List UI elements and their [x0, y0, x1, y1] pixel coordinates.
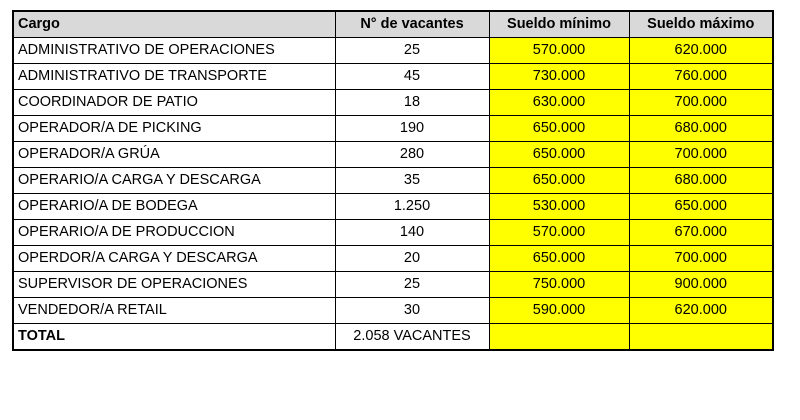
cell-sueldo-minimo: 570.000 [489, 220, 629, 246]
cell-vacantes: 140 [335, 220, 489, 246]
column-header-cargo: Cargo [13, 11, 335, 38]
column-header-sueldo-maximo: Sueldo máximo [629, 11, 773, 38]
table-row [13, 90, 773, 116]
cell-sueldo-maximo: 700.000 [629, 90, 773, 116]
cell-sueldo-minimo: 730.000 [489, 64, 629, 90]
cell-vacantes: 35 [335, 168, 489, 194]
table-row [13, 38, 773, 64]
cell-sueldo-maximo: 700.000 [629, 142, 773, 168]
cell-cargo: OPERARIO/A DE BODEGA [13, 194, 335, 220]
cell-sueldo-maximo: 650.000 [629, 194, 773, 220]
column-header-sueldo-minimo: Sueldo mínimo [489, 11, 629, 38]
table-body [13, 38, 773, 351]
cell-cargo: OPERADOR/A DE PICKING [13, 116, 335, 142]
cell-cargo: OPERDOR/A CARGA Y DESCARGA [13, 246, 335, 272]
cell-total-label: TOTAL [13, 324, 335, 351]
column-header-vacantes: N° de vacantes [335, 11, 489, 38]
table-row [13, 220, 773, 246]
cell-cargo: OPERADOR/A GRÚA [13, 142, 335, 168]
cell-sueldo-minimo: 650.000 [489, 246, 629, 272]
cell-sueldo-maximo: 900.000 [629, 272, 773, 298]
cell-sueldo-maximo: 760.000 [629, 64, 773, 90]
cell-sueldo-maximo: 620.000 [629, 298, 773, 324]
vacancy-table-container [12, 10, 772, 351]
table-row [13, 272, 773, 298]
cell-vacantes: 45 [335, 64, 489, 90]
cell-sueldo-minimo: 630.000 [489, 90, 629, 116]
cell-cargo: ADMINISTRATIVO DE OPERACIONES [13, 38, 335, 64]
cell-sueldo-maximo: 680.000 [629, 116, 773, 142]
cell-cargo: VENDEDOR/A RETAIL [13, 298, 335, 324]
cell-sueldo-maximo: 620.000 [629, 38, 773, 64]
cell-cargo: ADMINISTRATIVO DE TRANSPORTE [13, 64, 335, 90]
cell-cargo: OPERARIO/A DE PRODUCCION [13, 220, 335, 246]
cell-vacantes: 25 [335, 38, 489, 64]
cell-sueldo-minimo: 650.000 [489, 168, 629, 194]
cell-sueldo-maximo: 680.000 [629, 168, 773, 194]
cell-cargo: COORDINADOR DE PATIO [13, 90, 335, 116]
cell-vacantes: 25 [335, 272, 489, 298]
table-header [13, 11, 773, 38]
table-row [13, 116, 773, 142]
table-total-row [13, 324, 773, 351]
table-row [13, 298, 773, 324]
cell-sueldo-minimo: 650.000 [489, 142, 629, 168]
table-header-row [13, 11, 773, 38]
cell-total-sueldo-minimo [489, 324, 629, 351]
cell-sueldo-minimo: 650.000 [489, 116, 629, 142]
cell-vacantes: 18 [335, 90, 489, 116]
cell-sueldo-minimo: 590.000 [489, 298, 629, 324]
table-row [13, 194, 773, 220]
vacancy-table [12, 10, 774, 351]
cell-sueldo-minimo: 530.000 [489, 194, 629, 220]
cell-sueldo-maximo: 700.000 [629, 246, 773, 272]
cell-total-sueldo-maximo [629, 324, 773, 351]
table-row [13, 64, 773, 90]
cell-sueldo-maximo: 670.000 [629, 220, 773, 246]
cell-vacantes: 190 [335, 116, 489, 142]
table-row [13, 168, 773, 194]
cell-vacantes: 20 [335, 246, 489, 272]
cell-vacantes: 1.250 [335, 194, 489, 220]
cell-vacantes: 280 [335, 142, 489, 168]
cell-sueldo-minimo: 750.000 [489, 272, 629, 298]
cell-total-vacantes: 2.058 VACANTES [335, 324, 489, 351]
cell-cargo: OPERARIO/A CARGA Y DESCARGA [13, 168, 335, 194]
table-row [13, 142, 773, 168]
cell-cargo: SUPERVISOR DE OPERACIONES [13, 272, 335, 298]
cell-vacantes: 30 [335, 298, 489, 324]
table-row [13, 246, 773, 272]
cell-sueldo-minimo: 570.000 [489, 38, 629, 64]
